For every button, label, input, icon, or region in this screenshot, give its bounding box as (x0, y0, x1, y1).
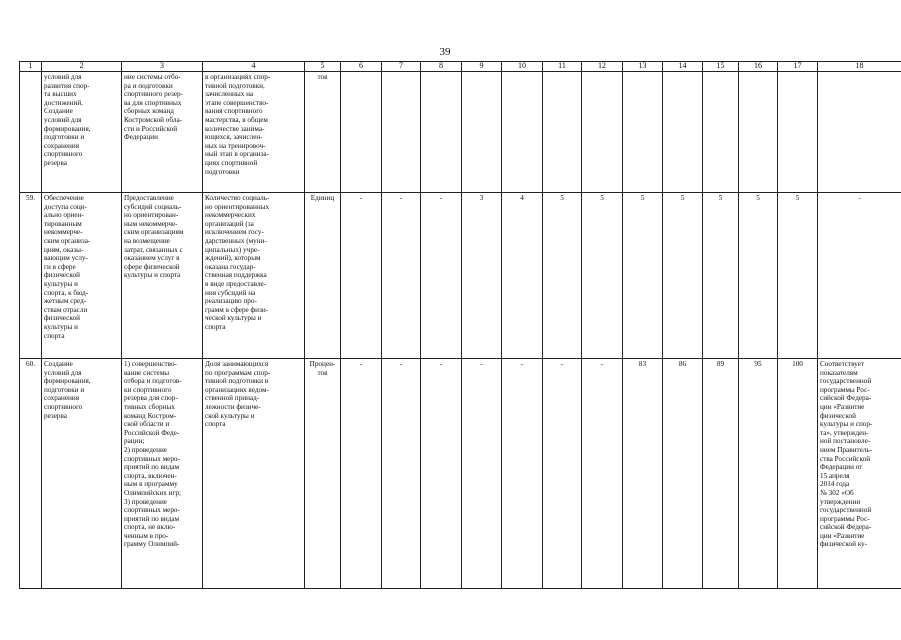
value-cell: - (421, 193, 462, 359)
column-number-12: 12 (582, 62, 623, 72)
column-number-1: 1 (20, 62, 42, 72)
note-cell (818, 359, 901, 589)
value-cell (382, 72, 421, 193)
unit-cell-text: Процен- тов (309, 360, 336, 377)
value-cell (462, 72, 502, 193)
task-cell (122, 193, 203, 359)
column-number-11: 11 (543, 62, 582, 72)
value-cell: - (382, 359, 421, 589)
unit-cell (305, 193, 341, 359)
column-number-7: 7 (382, 62, 421, 72)
table-row (20, 359, 901, 589)
indicator-cell (203, 359, 305, 589)
column-number-row (20, 62, 901, 72)
page-number: 39 (439, 46, 451, 58)
task-cell (122, 72, 203, 193)
value-cell: - (502, 359, 543, 589)
value-cell (502, 72, 543, 193)
column-number-4: 4 (203, 62, 305, 72)
value-cell: - (462, 359, 502, 589)
value-cell: - (421, 359, 462, 589)
row-number-text: 59. (26, 194, 35, 202)
value-cell (623, 72, 663, 193)
value-cell (663, 72, 703, 193)
indicator-cell (203, 72, 305, 193)
value-cell: - (341, 193, 382, 359)
unit-cell (305, 72, 341, 193)
column-number-17: 17 (778, 62, 818, 72)
value-cell: - (382, 193, 421, 359)
column-number-18: 18 (818, 62, 901, 72)
value-cell (703, 72, 739, 193)
value-cell: 3 (462, 193, 502, 359)
note-cell (818, 72, 901, 193)
table-row (20, 193, 901, 359)
value-cell (341, 72, 382, 193)
value-cell: 89 (703, 359, 739, 589)
goal-cell (42, 359, 122, 589)
indicator-cell-text: Количество социаль- но ориентированных некоммерческих организаций (за исключением госу- дарственных (муни- ципальных) учре- ждений), которым оказана государ- ственная поддержка в виде предоставле- ния субсидий на реализацию про- грамм в сфере физи- ческой культуры и спорта (205, 194, 270, 331)
value-cell: 100 (778, 359, 818, 589)
value-cell (543, 72, 582, 193)
goal-cell (42, 72, 122, 193)
row-number (20, 359, 42, 589)
value-cell: 5 (663, 193, 703, 359)
goal-cell-text: Создание условий для формирования, подготовки и сохранения спортивного резерва (44, 360, 91, 420)
column-number-15: 15 (703, 62, 739, 72)
indicator-cell-text: в организациях спор- тивной подготовки, зачисленных на этапе совершенство- вания спортивного мастерства, в общем количестве занима- ющихся, зачислен- ных на тренировоч- ный этап в организа- циях спортивной подготовки (205, 73, 271, 176)
goal-cell (42, 193, 122, 359)
value-cell: 5 (623, 193, 663, 359)
indicator-cell (203, 193, 305, 359)
row-number-text: 60. (26, 360, 35, 368)
value-cell: 95 (739, 359, 778, 589)
value-cell (739, 72, 778, 193)
value-cell (582, 72, 623, 193)
task-cell-text: Предоставление субсидий социаль- но ориентирован- ным некоммерче- ским организациям на возмещение затрат, связанных с оказанием услуг в сфере физической культуры и спорта (124, 194, 184, 280)
value-cell: 5 (582, 193, 623, 359)
value-cell: 5 (739, 193, 778, 359)
value-cell: - (582, 359, 623, 589)
note-cell (818, 193, 901, 359)
goal-cell-text: условий для развития спор- та высших достижений. Создание условий для формирования, подготовки и сохранения спортивного резерва (44, 73, 91, 167)
column-number-6: 6 (341, 62, 382, 72)
value-cell: 83 (623, 359, 663, 589)
column-number-5: 5 (305, 62, 341, 72)
table-row (20, 72, 901, 193)
unit-cell (305, 359, 341, 589)
column-number-9: 9 (462, 62, 502, 72)
unit-cell-text: тов (317, 73, 328, 81)
value-cell: 86 (663, 359, 703, 589)
value-cell: 5 (703, 193, 739, 359)
column-number-2: 2 (42, 62, 122, 72)
indicator-cell-text: Доля занимающихся по программам спор- тивной подготовки в организациях ведом- ственной принад- лежности физиче- ской культуры и спорта (205, 360, 271, 429)
task-cell (122, 359, 203, 589)
column-number-14: 14 (663, 62, 703, 72)
task-cell-text: 1) совершенство- вание системы отбора и подготов- ки спортивного резерва для спор- тивных сборных команд Костром- ской области и Российской Феде- рации; 2) проведение спортивных меро- приятий по видам спорта, включен- ным в программу Олимпийских игр; 3) проведение спортивных меро- приятий по видам спорта, не вклю- ченным в про- грамму Олимпий- (124, 360, 182, 549)
task-cell-text: ние системы отбо- ра и подготовки спортивного резер- ва для спортивных сборных команд Костромской обла- сти и Российской Федерации (124, 73, 183, 142)
indicators-table (19, 61, 901, 589)
value-cell: 5 (778, 193, 818, 359)
row-number (20, 193, 42, 359)
note-cell-text: - (858, 194, 861, 202)
value-cell (778, 72, 818, 193)
column-number-10: 10 (502, 62, 543, 72)
row-number (20, 72, 42, 193)
value-cell: - (543, 359, 582, 589)
value-cell: 5 (543, 193, 582, 359)
unit-cell-text: Единиц (310, 194, 335, 202)
column-number-3: 3 (122, 62, 203, 72)
value-cell: - (341, 359, 382, 589)
column-number-13: 13 (623, 62, 663, 72)
note-cell-text: Соответствует показателям государственной программы Рос- сийской Федера- ции «Развитие физической культуры и спор- та», утвержден- ной постановле- нием Правитель- ства Российской Федерации от 15 апреля 2014 года № 302 «Об утверждении государственной программы Рос- сийской Федера- ции «Развитие физической ку- (820, 360, 873, 549)
value-cell: 4 (502, 193, 543, 359)
column-number-8: 8 (421, 62, 462, 72)
column-number-16: 16 (739, 62, 778, 72)
value-cell (421, 72, 462, 193)
goal-cell-text: Обеспечение доступа соци- ально ориен- тированным некоммерче- ским организа- циям, оказы- вающим услу- ги в сфере физической культуры и спорта, к бюд- жетным сред- ствам отрасли физической культуры и спорта (44, 194, 91, 340)
